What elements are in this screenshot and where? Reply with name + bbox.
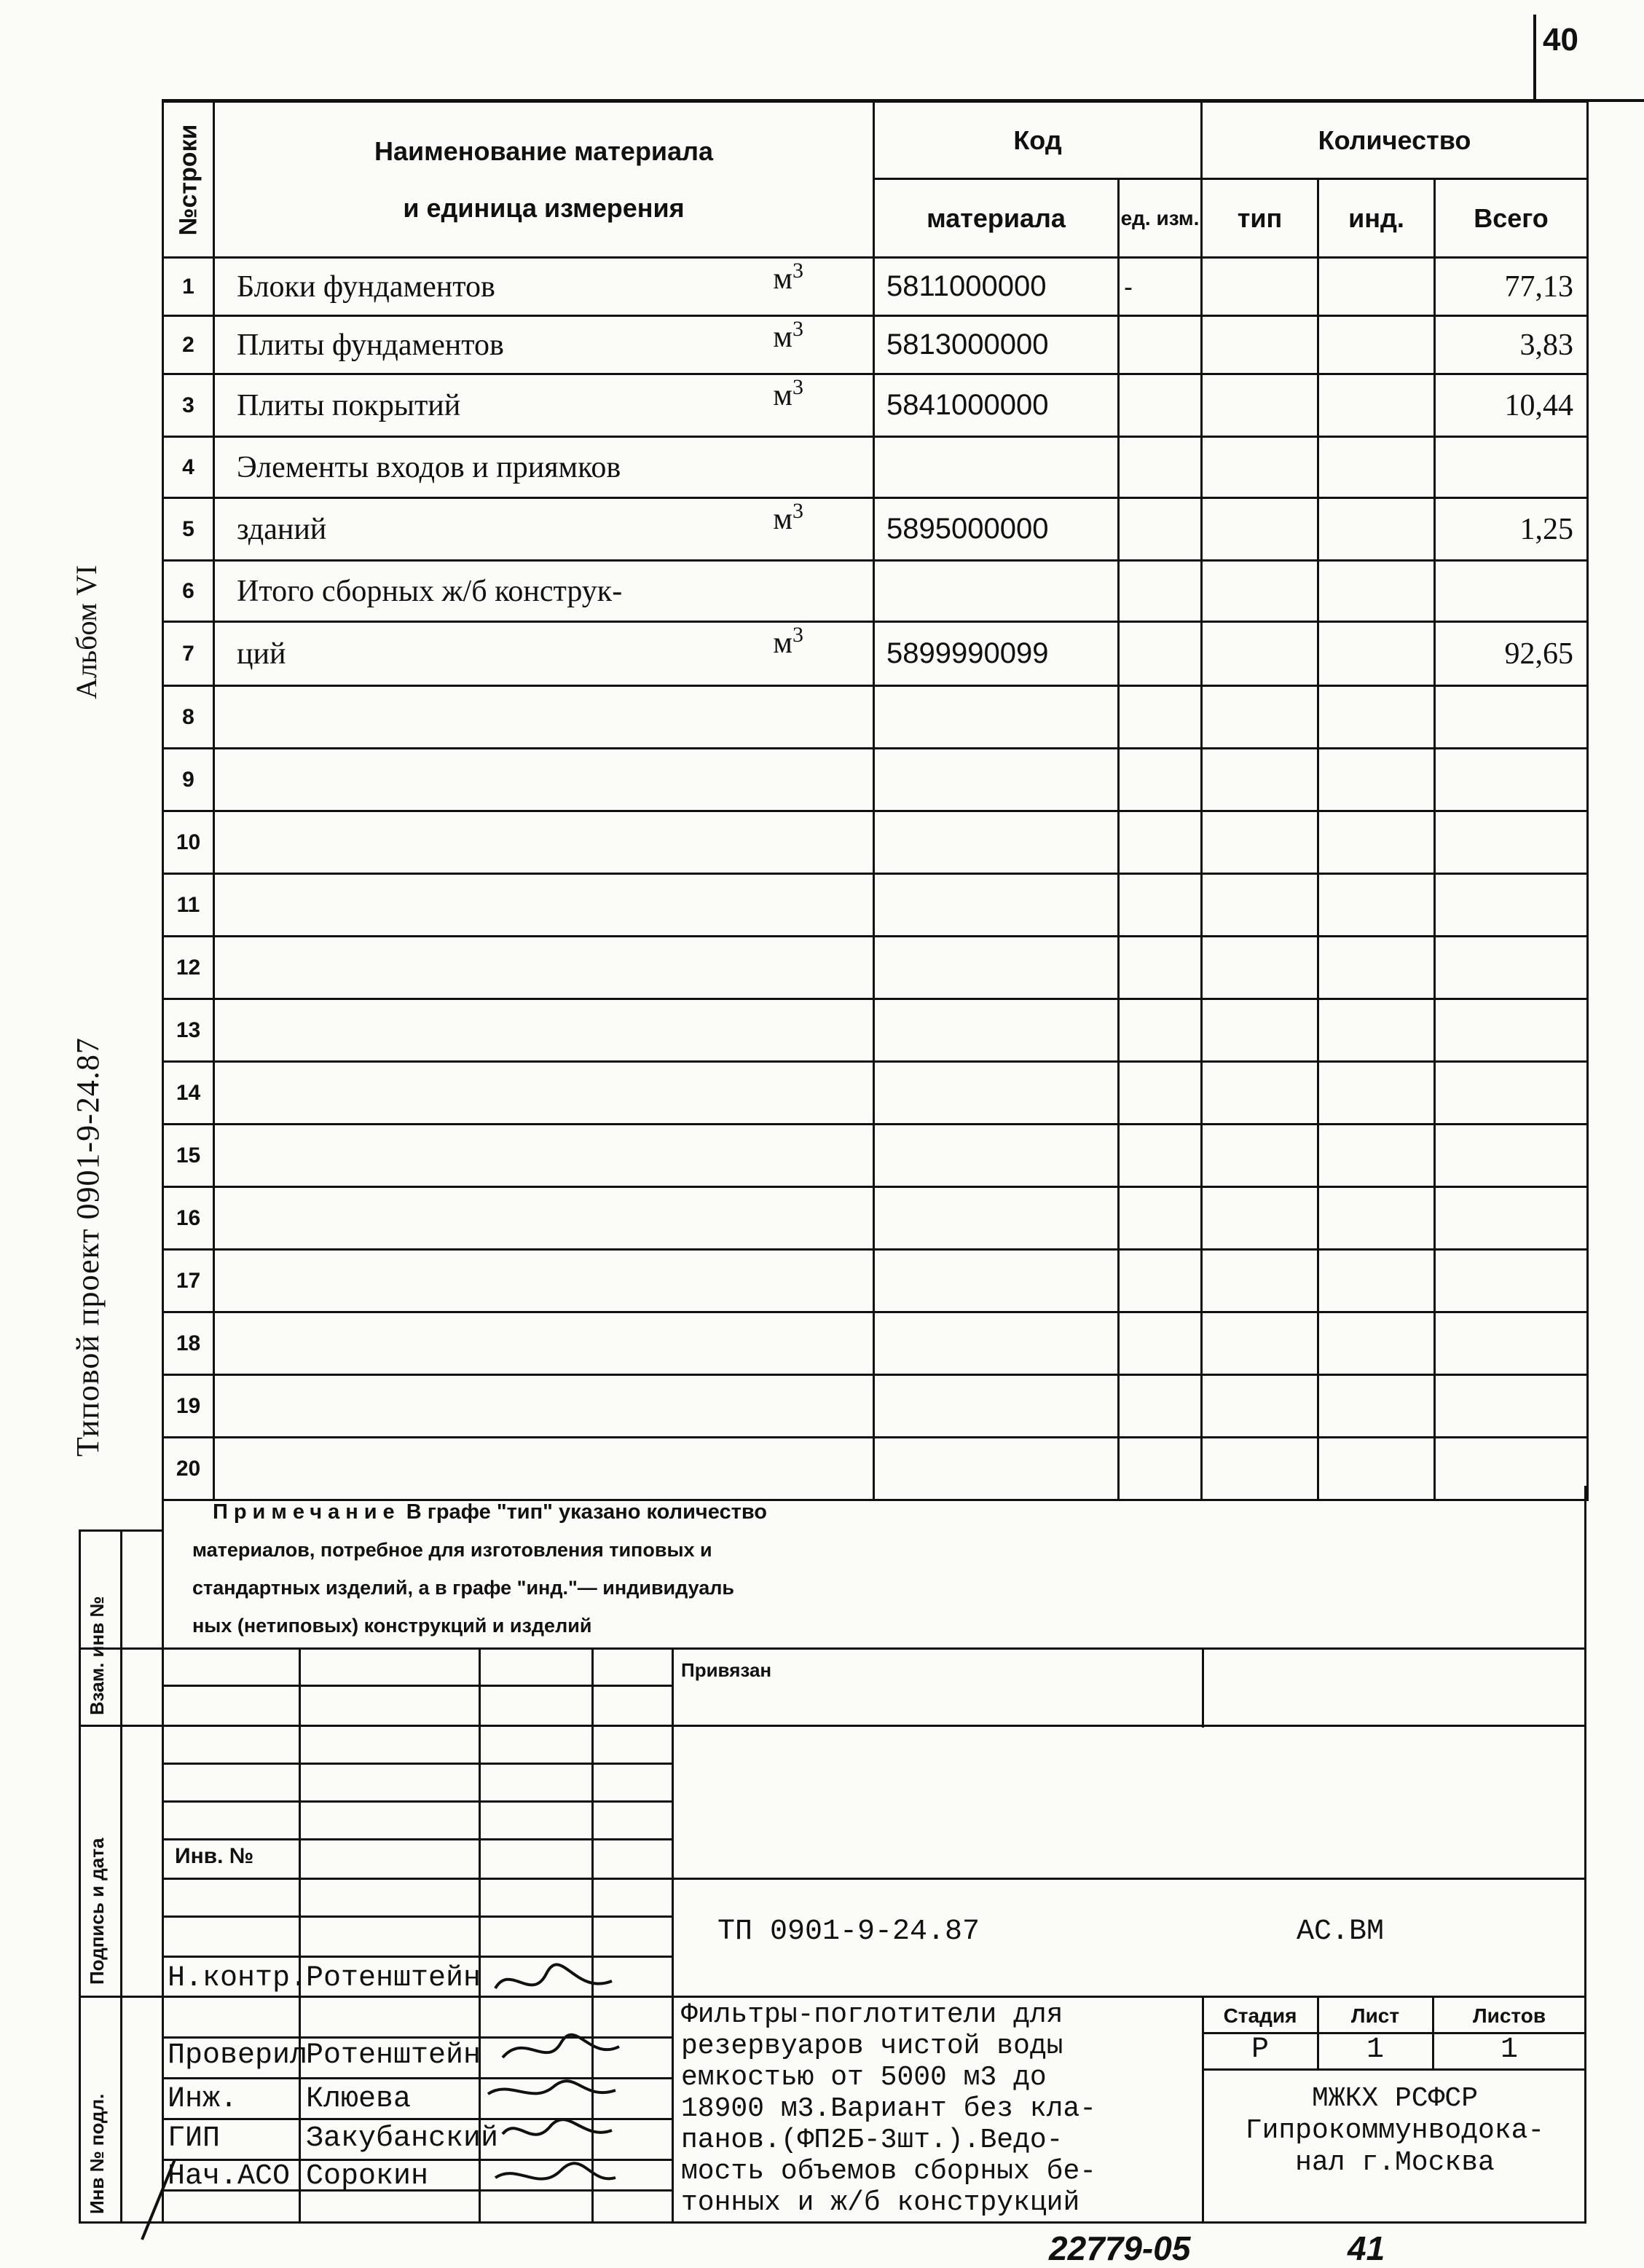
material-name	[214, 937, 874, 999]
ind-qty	[1318, 999, 1435, 1062]
total-qty	[1435, 811, 1588, 874]
type-qty	[1202, 1375, 1318, 1438]
material-code	[874, 1438, 1119, 1500]
row-number: 18	[163, 1312, 214, 1375]
type-qty	[1202, 622, 1318, 686]
ind-qty	[1318, 1187, 1435, 1250]
material-name-text: Плиты фундаментов	[237, 328, 504, 362]
material-name-text: Элементы входов и приямков	[237, 450, 621, 484]
row-number: 16	[163, 1187, 214, 1250]
unit-code	[1119, 937, 1202, 999]
unit-code	[1119, 749, 1202, 811]
table-row	[163, 1375, 1588, 1438]
unit-label: $м^3$	[773, 499, 803, 536]
ind-qty	[1318, 811, 1435, 874]
ind-qty	[1318, 561, 1435, 622]
total-qty	[1435, 437, 1588, 498]
ind-qty	[1318, 374, 1435, 437]
material-name	[214, 1062, 874, 1125]
ind-qty	[1318, 437, 1435, 498]
stage-header: Стадия	[1223, 2004, 1297, 2027]
material-code: 5841000000	[874, 374, 1119, 437]
row-number: 14	[163, 1062, 214, 1125]
ind-qty	[1318, 1125, 1435, 1187]
material-code	[874, 437, 1119, 498]
unit-code	[1119, 999, 1202, 1062]
table-row	[163, 686, 1588, 749]
type-qty	[1202, 498, 1318, 561]
unit-code	[1119, 622, 1202, 686]
material-name	[214, 874, 874, 937]
type-qty	[1202, 1250, 1318, 1312]
total-qty: 77,13	[1435, 258, 1588, 316]
table-row	[163, 437, 1588, 498]
type-qty	[1202, 316, 1318, 374]
material-name	[214, 1125, 874, 1187]
material-code	[874, 1062, 1119, 1125]
row-number: 11	[163, 874, 214, 937]
total-qty	[1435, 561, 1588, 622]
row-number: 5	[163, 498, 214, 561]
header-code: Код	[874, 102, 1202, 179]
material-code: 5895000000	[874, 498, 1119, 561]
staff-name: Закубанский	[306, 2122, 499, 2155]
unit-code	[1119, 1250, 1202, 1312]
header-ind: инд.	[1318, 179, 1435, 258]
row-number: 8	[163, 686, 214, 749]
sheets-header: Листов	[1472, 2004, 1546, 2027]
doc-mark: АС.ВМ	[1297, 1915, 1385, 1948]
type-qty	[1202, 999, 1318, 1062]
sheets-value: 1	[1500, 2033, 1518, 2066]
footer-page: 41	[1348, 2229, 1385, 2267]
material-name	[214, 686, 874, 749]
material-code	[874, 1125, 1119, 1187]
type-qty	[1202, 811, 1318, 874]
staff-role: Инж.	[168, 2083, 238, 2116]
note-line-1: В графе "тип" указано количество	[406, 1500, 767, 1524]
unit-code	[1119, 686, 1202, 749]
unit-code	[1119, 1438, 1202, 1500]
row-number: 9	[163, 749, 214, 811]
table-row	[163, 258, 1588, 316]
unit-code	[1119, 874, 1202, 937]
unit-code	[1119, 1062, 1202, 1125]
total-qty	[1435, 874, 1588, 937]
unit-code	[1119, 561, 1202, 622]
table-row	[163, 1312, 1588, 1375]
type-qty	[1202, 258, 1318, 316]
total-qty	[1435, 937, 1588, 999]
material-name	[214, 999, 874, 1062]
type-qty	[1202, 437, 1318, 498]
ind-qty	[1318, 1062, 1435, 1125]
row-number: 4	[163, 437, 214, 498]
staff-role: Н.контр.	[168, 1962, 308, 1995]
table-row	[163, 1062, 1588, 1125]
header-unit: ед. изм.	[1119, 179, 1202, 258]
total-qty	[1435, 1125, 1588, 1187]
table-row	[163, 999, 1588, 1062]
total-qty: 1,25	[1435, 498, 1588, 561]
material-name-text: зданий	[237, 512, 327, 546]
type-qty	[1202, 1062, 1318, 1125]
row-number: 10	[163, 811, 214, 874]
material-name	[214, 561, 874, 622]
total-qty	[1435, 1187, 1588, 1250]
staff-name: Клюева	[306, 2083, 412, 2116]
note-line-3: стандартных изделий, а в графе "инд."— индивидуаль	[192, 1577, 735, 1599]
ind-qty	[1318, 1250, 1435, 1312]
material-name-text: Плиты покрытий	[237, 388, 461, 422]
table-row	[163, 874, 1588, 937]
stage-value: Р	[1251, 2033, 1269, 2066]
material-code	[874, 561, 1119, 622]
table-row	[163, 811, 1588, 874]
note-line-2: материалов, потребное для изготовления типовых и	[192, 1539, 712, 1561]
type-qty	[1202, 874, 1318, 937]
material-code	[874, 1187, 1119, 1250]
total-qty: 10,44	[1435, 374, 1588, 437]
table-row	[163, 1438, 1588, 1500]
row-number: 7	[163, 622, 214, 686]
row-number: 1	[163, 258, 214, 316]
unit-label: $м^3$	[773, 623, 803, 660]
type-qty	[1202, 686, 1318, 749]
ind-qty	[1318, 498, 1435, 561]
staff-name: Ротенштейн	[306, 2039, 481, 2072]
header-name: Наименование материала и единица измерения	[214, 102, 874, 258]
unit-code: -	[1119, 258, 1202, 316]
table-body	[163, 258, 1588, 1500]
material-code	[874, 1312, 1119, 1375]
staff-role: Нач.АСО	[168, 2160, 291, 2193]
material-name	[214, 811, 874, 874]
unit-code	[1119, 1375, 1202, 1438]
ind-qty	[1318, 1312, 1435, 1375]
ind-qty	[1318, 686, 1435, 749]
ind-qty	[1318, 622, 1435, 686]
staff-role: ГИП	[168, 2122, 221, 2155]
note-line-4: ных (нетиповых) конструкций и изделий	[192, 1615, 592, 1637]
row-number: 13	[163, 999, 214, 1062]
unit-code	[1119, 498, 1202, 561]
note	[162, 1493, 1586, 1645]
header-material: материала	[874, 179, 1119, 258]
table-row	[163, 316, 1588, 374]
row-number: 20	[163, 1438, 214, 1500]
total-qty	[1435, 749, 1588, 811]
total-qty: 92,65	[1435, 622, 1588, 686]
material-name	[214, 258, 874, 316]
unit-code	[1119, 1125, 1202, 1187]
material-code	[874, 874, 1119, 937]
type-qty	[1202, 374, 1318, 437]
vzam-label: Взам. инв №	[86, 1596, 108, 1715]
organization: МЖКХ РСФСР Гипрокоммунводока- нал г.Москва	[1245, 2083, 1545, 2178]
page-number: 40	[1543, 22, 1578, 58]
archive-number: 22779-05	[1049, 2229, 1191, 2267]
ind-qty	[1318, 1375, 1435, 1438]
type-qty	[1202, 561, 1318, 622]
project-label: Типовой проект 0901-9-24.87	[70, 1037, 106, 1457]
sheet-description: Фильтры-поглотители для резервуаров чистой воды емкостью от 5000 м3 до 18900 м3.Вариант без кла- панов.(ФП2Б-3шт.).Ведо- мость объемов сборных бе- тонных и ж/б конструкций	[681, 1999, 1097, 2218]
unit-label: $м^3$	[773, 259, 803, 296]
material-name	[214, 1187, 874, 1250]
row-number: 12	[163, 937, 214, 999]
sheet-header: Лист	[1350, 2004, 1400, 2027]
ind-qty	[1318, 316, 1435, 374]
unit-code	[1119, 316, 1202, 374]
material-name	[214, 498, 874, 561]
ind-qty	[1318, 258, 1435, 316]
material-name-text: Блоки фундаментов	[237, 269, 495, 304]
material-name-text: Итого сборных ж/б конструк-	[237, 574, 623, 608]
row-number: 2	[163, 316, 214, 374]
ind-qty	[1318, 874, 1435, 937]
row-number: 17	[163, 1250, 214, 1312]
table-row	[163, 749, 1588, 811]
row-number: 19	[163, 1375, 214, 1438]
row-number: 6	[163, 561, 214, 622]
material-name-text: ций	[237, 637, 286, 671]
header-total: Всего	[1435, 179, 1588, 258]
header-row-no: №строки	[163, 102, 214, 258]
unit-code	[1119, 1312, 1202, 1375]
doc-code: ТП 0901-9-24.87	[717, 1915, 980, 1948]
total-qty	[1435, 1312, 1588, 1375]
corner-stroke-icon	[138, 2156, 182, 2243]
material-name	[214, 1250, 874, 1312]
row-number: 3	[163, 374, 214, 437]
type-qty	[1202, 749, 1318, 811]
total-qty	[1435, 1375, 1588, 1438]
material-code: 5899990099	[874, 622, 1119, 686]
sheet-value: 1	[1366, 2033, 1384, 2066]
staff-name: Сорокин	[306, 2160, 429, 2193]
material-code	[874, 749, 1119, 811]
inv-podl-label: Инв № подл.	[86, 2093, 108, 2214]
signatures-icon	[481, 1959, 626, 2221]
total-qty	[1435, 1438, 1588, 1500]
table-row	[163, 561, 1588, 622]
album-label: Альбом VI	[70, 564, 103, 699]
material-name	[214, 1312, 874, 1375]
type-qty	[1202, 1125, 1318, 1187]
material-code	[874, 1375, 1119, 1438]
total-qty	[1435, 999, 1588, 1062]
ind-qty	[1318, 749, 1435, 811]
privyazan-label: Привязан	[681, 1659, 772, 1681]
material-code	[874, 1250, 1119, 1312]
unit-label: $м^3$	[773, 317, 803, 354]
header-quantity: Количество	[1202, 102, 1588, 179]
staff-name: Ротенштейн	[306, 1962, 481, 1995]
material-name	[214, 749, 874, 811]
ind-qty	[1318, 937, 1435, 999]
table-row	[163, 937, 1588, 999]
material-name	[214, 437, 874, 498]
material-name	[214, 622, 874, 686]
type-qty	[1202, 1187, 1318, 1250]
material-code	[874, 999, 1119, 1062]
staff-role: Проверил	[168, 2039, 308, 2072]
material-name	[214, 1375, 874, 1438]
podpis-label: Подпись и дата	[86, 1838, 108, 1985]
row-number: 15	[163, 1125, 214, 1187]
table-row	[163, 498, 1588, 561]
header-type: тип	[1202, 179, 1318, 258]
ind-qty	[1318, 1438, 1435, 1500]
unit-code	[1119, 374, 1202, 437]
materials-table	[162, 101, 1589, 1501]
total-qty	[1435, 1062, 1588, 1125]
total-qty	[1435, 686, 1588, 749]
table-row	[163, 374, 1588, 437]
unit-label: $м^3$	[773, 375, 803, 412]
unit-code	[1119, 811, 1202, 874]
table-row	[163, 1125, 1588, 1187]
type-qty	[1202, 1438, 1318, 1500]
total-qty: 3,83	[1435, 316, 1588, 374]
material-code	[874, 937, 1119, 999]
material-name	[214, 374, 874, 437]
material-code: 5813000000	[874, 316, 1119, 374]
inv-no-label: Инв. №	[175, 1844, 254, 1868]
note-word: Примечание	[213, 1500, 401, 1524]
unit-code	[1119, 1187, 1202, 1250]
table-row	[163, 622, 1588, 686]
material-name	[214, 1438, 874, 1500]
total-qty	[1435, 1250, 1588, 1312]
type-qty	[1202, 1312, 1318, 1375]
material-code	[874, 686, 1119, 749]
table-row	[163, 1187, 1588, 1250]
table-row	[163, 1250, 1588, 1312]
type-qty	[1202, 937, 1318, 999]
unit-code	[1119, 437, 1202, 498]
material-name	[214, 316, 874, 374]
page-number-divider	[1533, 15, 1536, 101]
material-code	[874, 811, 1119, 874]
material-code: 5811000000	[874, 258, 1119, 316]
